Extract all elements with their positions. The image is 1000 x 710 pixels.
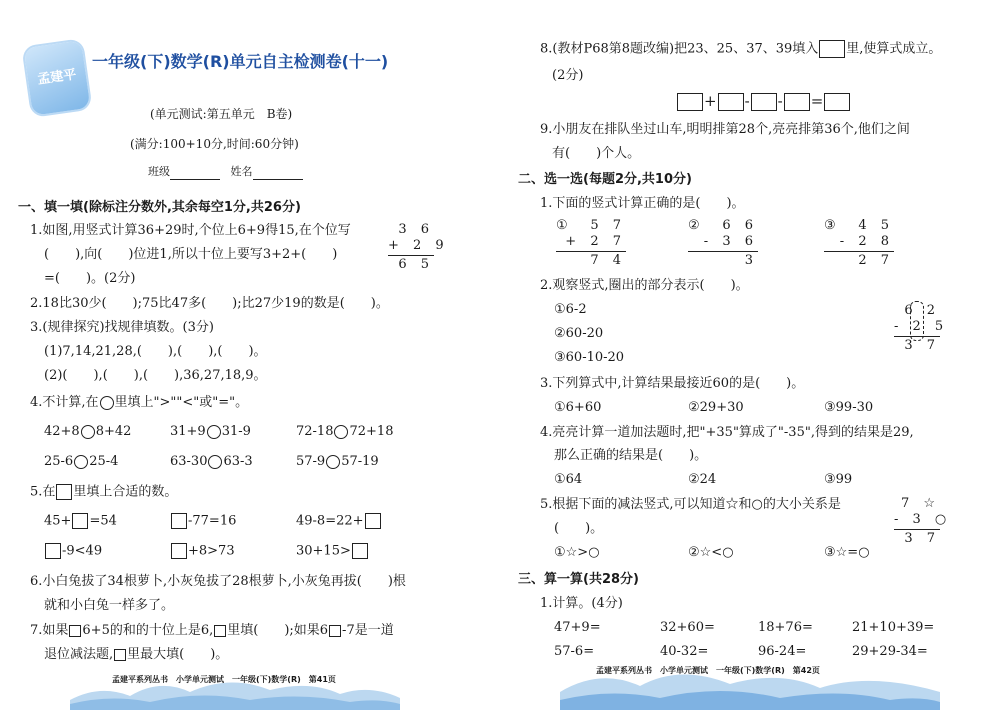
q5-item: 49-8=22+ bbox=[296, 513, 382, 530]
footer-right: 孟建平系列丛书 小学单元测试 一年级(下)数学(R) 第42页 bbox=[596, 666, 820, 675]
s1-option-1: ① 5 7 + 2 7 7 4 bbox=[556, 218, 626, 268]
answer-box[interactable] bbox=[72, 513, 88, 529]
q1-vertical-calc bbox=[388, 222, 449, 273]
s4-option: ②24 bbox=[688, 472, 717, 487]
q3-part2: (2)( ),( ),( ),36,27,18,9。 bbox=[44, 368, 267, 383]
calc-item: 47+9= bbox=[554, 620, 601, 635]
s2-option: ②60-20 bbox=[554, 326, 604, 341]
answer-box[interactable] bbox=[114, 649, 126, 661]
s1-option-3: ③ 4 5 - 2 8 2 7 bbox=[824, 218, 894, 268]
circle-icon bbox=[100, 396, 114, 410]
q6-line2: 就和小白兔一样多了。 bbox=[44, 598, 175, 613]
answer-box[interactable] bbox=[214, 625, 226, 637]
s5-option: ②☆<○ bbox=[688, 545, 734, 560]
right-page bbox=[500, 0, 1000, 710]
q7-line2: 退位减法题, 里最大填( )。 bbox=[44, 647, 229, 662]
score-time: (满分:100+10分,时间:60分钟) bbox=[130, 137, 299, 151]
s2-option: ③60-10-20 bbox=[554, 350, 625, 365]
q8-line2: (2分) bbox=[552, 68, 584, 83]
s2-question: 2.观察竖式,圈出的部分表示( )。 bbox=[540, 278, 749, 293]
q5-item: 45+ =54 bbox=[44, 513, 117, 529]
q4-item: 25-6 25-4 bbox=[44, 454, 119, 469]
calc-item: 21+10+39= bbox=[852, 620, 935, 635]
s5-line2: ( )。 bbox=[554, 521, 604, 536]
q4-item: 42+8 8+42 bbox=[44, 424, 132, 439]
q9-line2: 有( )个人。 bbox=[552, 146, 641, 161]
s5-option: ①☆>○ bbox=[554, 545, 600, 560]
answer-circle[interactable] bbox=[326, 455, 340, 469]
name-label: 姓名 bbox=[230, 165, 253, 178]
s5-line1: 5.根据下面的减法竖式,可以知道☆和○的大小关系是 bbox=[540, 497, 841, 512]
q3: 3.(规律探究)找规律填数。(3分) bbox=[30, 320, 214, 335]
page-title: 一年级(下)数学(R)单元自主检测卷(十一) bbox=[92, 52, 389, 71]
q6-line1: 6.小白兔拔了34根萝卜,小灰兔拔了28根萝卜,小灰兔再拔( )根 bbox=[30, 574, 406, 589]
q4 bbox=[30, 395, 248, 411]
answer-circle[interactable] bbox=[208, 455, 222, 469]
s1-option-2: ② 6 6 - 3 6 3 bbox=[688, 218, 758, 268]
answer-box[interactable] bbox=[824, 93, 850, 111]
answer-box[interactable] bbox=[365, 513, 381, 529]
answer-box[interactable] bbox=[751, 93, 777, 111]
answer-box[interactable] bbox=[718, 93, 744, 111]
q9-line1: 9.小朋友在排队坐过山车,明明排第28个,亮亮排第36个,他们之间 bbox=[540, 122, 910, 137]
class-name-line bbox=[148, 164, 303, 180]
q1-vertical-op: + 2 9 bbox=[388, 238, 449, 253]
unit-subtitle: (单元测试:第五单元 B卷) bbox=[150, 107, 293, 121]
s3-option: ②29+30 bbox=[688, 400, 744, 415]
s3-option: ①6+60 bbox=[554, 400, 602, 415]
answer-box[interactable] bbox=[171, 513, 187, 529]
s4-line1: 4.亮亮计算一道加法题时,把"+35"算成了"-35",得到的结果是29, bbox=[540, 425, 914, 440]
s4-option: ③99 bbox=[824, 472, 853, 487]
s5-vertical-calc: 7 ☆ - 3 ○ 3 7 bbox=[894, 496, 952, 546]
s4-line2: 那么正确的结果是( )。 bbox=[554, 448, 708, 463]
answer-box[interactable] bbox=[352, 543, 368, 559]
q5-item: +8>73 bbox=[170, 543, 235, 560]
q1-line3: =( )。(2分) bbox=[44, 271, 136, 286]
publisher-logo: 孟建平 bbox=[24, 40, 91, 115]
calc-item: 40-32= bbox=[660, 644, 709, 659]
q5-item: 30+15> bbox=[296, 543, 369, 560]
q7-line1: 7.如果 6+5的和的十位上是6, 里填( );如果6 -7是一道 bbox=[30, 623, 394, 638]
footer-left: 孟建平系列丛书 小学单元测试 一年级(下)数学(R) 第41页 bbox=[112, 675, 336, 684]
s5-option: ③☆=○ bbox=[824, 545, 870, 560]
dashed-circle-highlight bbox=[910, 301, 924, 341]
answer-box[interactable] bbox=[329, 625, 341, 637]
q1-line2: ( ),向( )位进1,所以十位上要写3+2+( ) bbox=[44, 247, 338, 262]
s3-question: 3.下列算式中,计算结果最接近60的是( )。 bbox=[540, 376, 805, 391]
q4-item: 72-18 72+18 bbox=[296, 424, 394, 439]
q5-item: -9<49 bbox=[44, 543, 102, 560]
s2-option: ①6-2 bbox=[554, 302, 587, 317]
q3-part1: (1)7,14,21,28,( ),( ),( )。 bbox=[44, 344, 267, 359]
calc-item: 57-6= bbox=[554, 644, 595, 659]
answer-circle[interactable] bbox=[334, 425, 348, 439]
calc-item: 18+76= bbox=[758, 620, 813, 635]
q1-vertical-top: 3 6 bbox=[398, 222, 434, 237]
q1-vertical-result: 6 5 bbox=[398, 257, 434, 272]
answer-box[interactable] bbox=[784, 93, 810, 111]
q4-text-b: 里填上">""<"或"="。 bbox=[114, 395, 249, 410]
answer-box[interactable] bbox=[45, 543, 61, 559]
section-1-title: 一、填一填(除标注分数外,其余每空1分,共26分) bbox=[18, 200, 301, 215]
q4-item: 63-30 63-3 bbox=[170, 454, 253, 469]
answer-box[interactable] bbox=[69, 625, 81, 637]
q5: 5.在 里填上合适的数。 bbox=[30, 484, 178, 500]
c1-question: 1.计算。(4分) bbox=[540, 596, 623, 611]
section-3-title: 三、算一算(共28分) bbox=[518, 572, 639, 587]
q4-item: 31+9 31-9 bbox=[170, 424, 251, 439]
section-2-title: 二、选一选(每题2分,共10分) bbox=[518, 172, 692, 187]
s4-option: ①64 bbox=[554, 472, 583, 487]
q2: 2.18比30少( );75比47多( );比27少19的数是( )。 bbox=[30, 296, 389, 311]
calc-item: 32+60= bbox=[660, 620, 715, 635]
calc-item: 29+29-34= bbox=[852, 644, 928, 659]
q5-item: -77=16 bbox=[170, 513, 236, 530]
answer-box[interactable] bbox=[819, 40, 845, 58]
q8-equation: + - - = bbox=[676, 93, 851, 111]
q4-text-a: 4.不计算,在 bbox=[30, 395, 99, 410]
answer-box[interactable] bbox=[171, 543, 187, 559]
name-blank bbox=[253, 168, 303, 180]
s1-question: 1.下面的竖式计算正确的是( )。 bbox=[540, 196, 745, 211]
square-icon bbox=[56, 484, 72, 500]
q4-item: 57-9 57-19 bbox=[296, 454, 379, 469]
q1-line1: 1.如图,用竖式计算36+29时,个位上6+9得15,在个位写 bbox=[30, 223, 351, 238]
class-blank bbox=[170, 168, 220, 180]
s2-vertical-calc: 6 2 - 2 5 3 7 bbox=[894, 303, 949, 353]
answer-circle[interactable] bbox=[81, 425, 95, 439]
q8-line1: 8.(教材P68第8题改编)把23、25、37、39填入 里,使算式成立。 bbox=[540, 41, 942, 57]
calc-item: 96-24= bbox=[758, 644, 807, 659]
answer-box[interactable] bbox=[677, 93, 703, 111]
class-label: 班级 bbox=[148, 165, 170, 178]
answer-circle[interactable] bbox=[207, 425, 221, 439]
s3-option: ③99-30 bbox=[824, 400, 874, 415]
answer-circle[interactable] bbox=[74, 455, 88, 469]
